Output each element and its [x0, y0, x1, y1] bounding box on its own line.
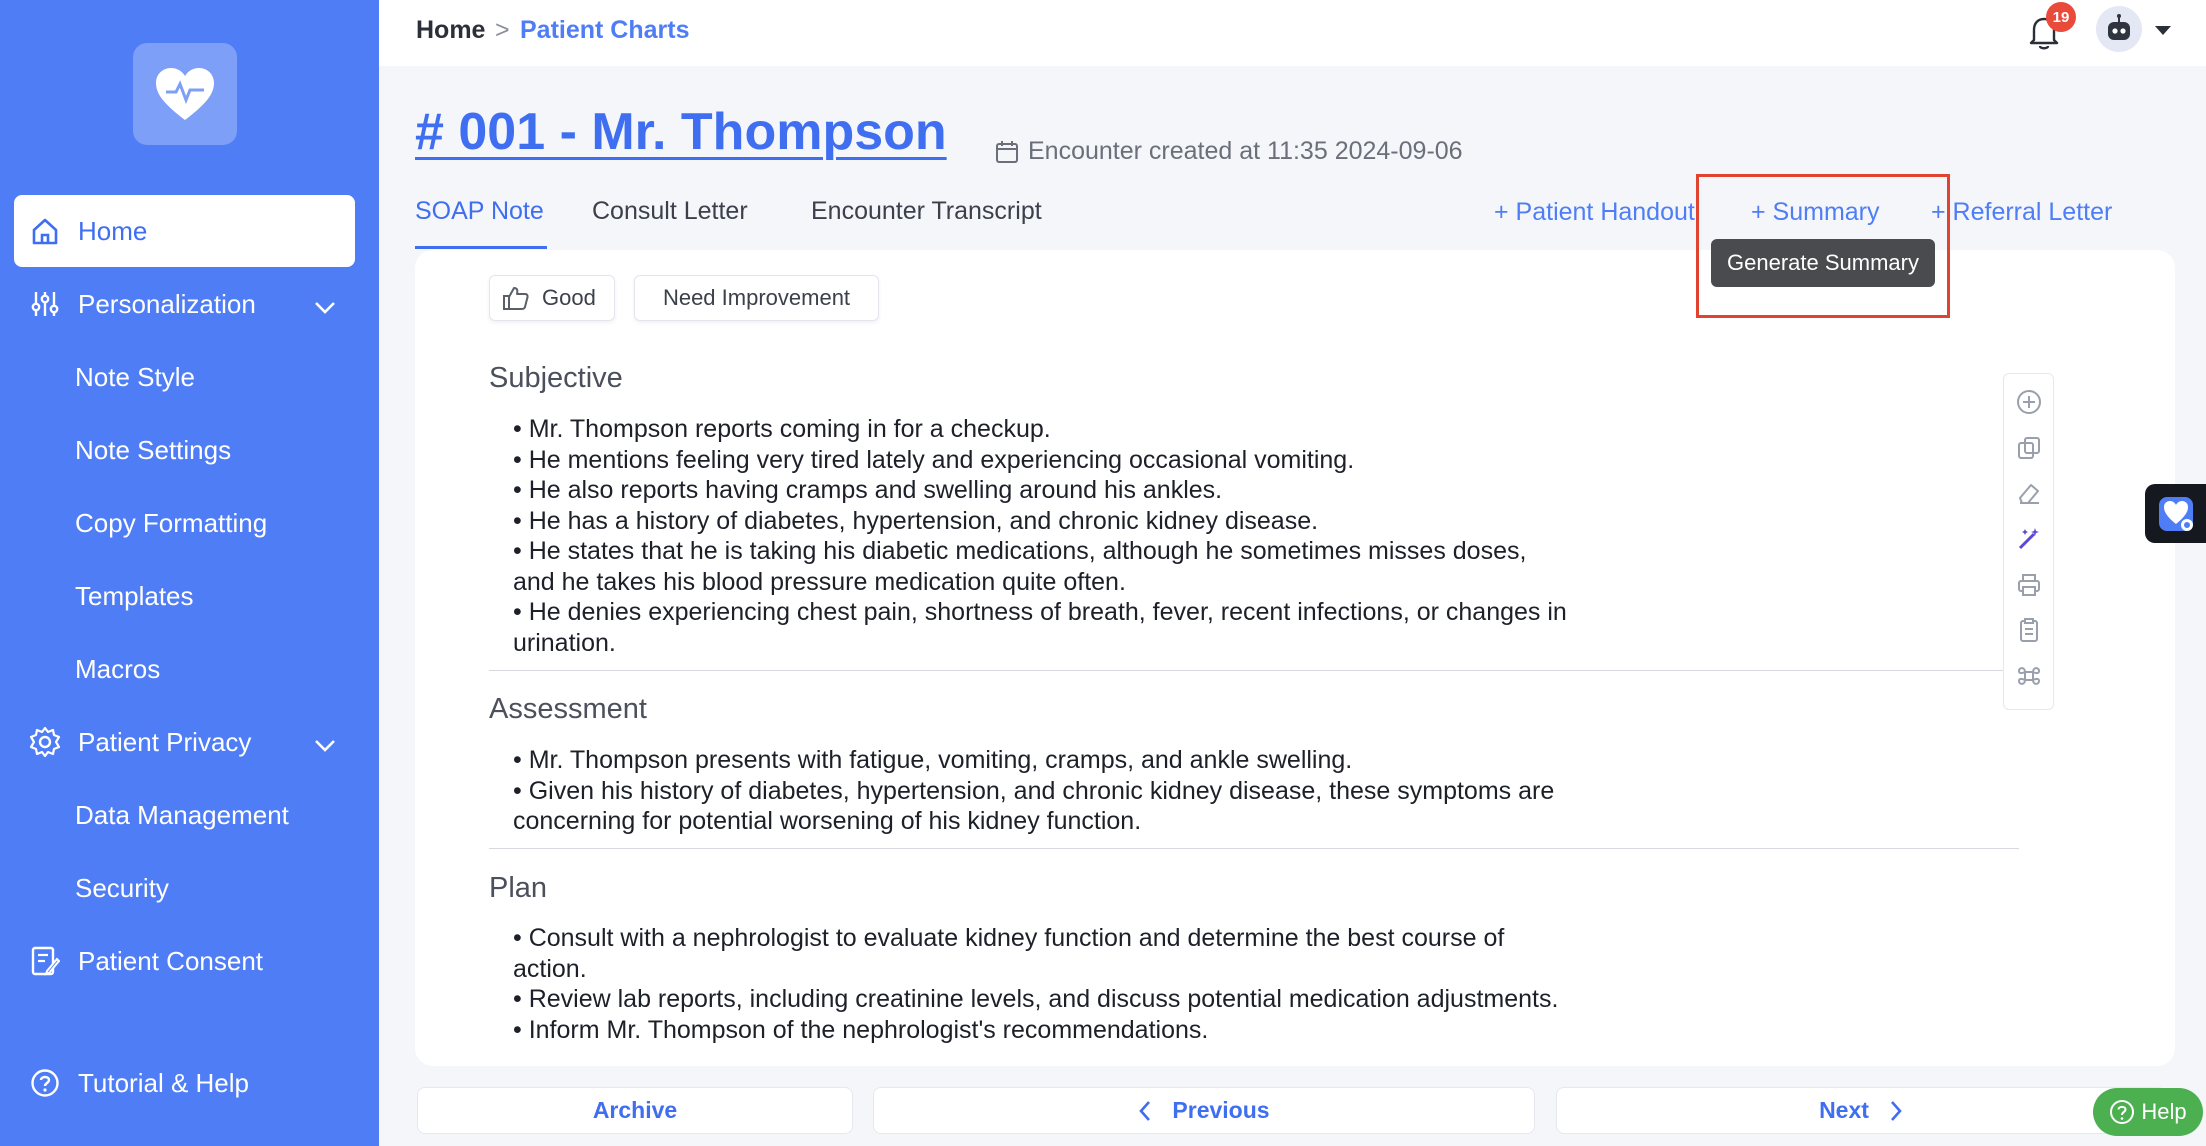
- encounter-created-text: Encounter created at 11:35 2024-09-06: [1028, 137, 1463, 165]
- active-tab-indicator: [415, 246, 547, 249]
- gear-icon: [28, 725, 62, 759]
- sidebar-item-label: Patient Consent: [78, 945, 264, 976]
- sidebar-item-note-style[interactable]: [75, 352, 195, 402]
- note-line: • He also reports having cramps and swelling around his ankles.: [513, 476, 1223, 504]
- tab-encounter-transcript[interactable]: Encounter Transcript: [811, 197, 1042, 225]
- sidebar-item-patient-privacy[interactable]: [14, 706, 355, 778]
- note-line: • He has a history of diabetes, hypertension, and chronic kidney disease.: [513, 506, 1319, 535]
- chevron-down-icon: [313, 730, 337, 761]
- plan-text: [513, 923, 1673, 1045]
- sliders-icon: [28, 287, 62, 321]
- note-line: urination.: [513, 628, 616, 657]
- sidebar-item-security[interactable]: [75, 863, 169, 913]
- chevron-down-icon: [313, 292, 337, 323]
- home-icon: [28, 214, 62, 248]
- need-improvement-label: Need Improvement: [662, 285, 851, 310]
- note-line: and he takes his blood pressure medication quite often.: [513, 567, 1126, 596]
- heart-pulse-icon: [154, 66, 216, 122]
- heart-app-icon: [2157, 495, 2195, 533]
- note-line: • Mr. Thompson reports coming in for a checkup.: [513, 415, 1051, 443]
- need-improvement-button[interactable]: [634, 275, 879, 321]
- document-edit-icon: [28, 944, 62, 978]
- help-circle-icon: [2109, 1099, 2135, 1125]
- note-line: • Consult with a nephrologist to evaluate kidney function and determine the best course of: [513, 924, 1505, 952]
- page-title: # 001 - Mr. Thompson: [415, 103, 947, 161]
- tab-soap-note[interactable]: SOAP Note: [415, 197, 544, 225]
- help-label: Help: [2141, 1099, 2187, 1124]
- next-button[interactable]: [1556, 1087, 2166, 1134]
- thumbs-up-icon: [502, 285, 530, 311]
- note-line: • He mentions feeling very tired lately and experiencing occasional vomiting.: [513, 445, 1355, 474]
- sidebar-item-label: Macros: [75, 653, 161, 684]
- sidebar-item-label: Templates: [75, 580, 194, 611]
- sidebar-item-patient-consent[interactable]: [14, 925, 355, 997]
- subjective-text: [513, 414, 1673, 658]
- note-line: concerning for potential worsening of his kidney function.: [513, 807, 1142, 835]
- sidebar: [0, 0, 379, 1146]
- avatar[interactable]: [2096, 6, 2142, 52]
- calendar-icon: [994, 139, 1020, 165]
- sidebar-item-label: Personalization: [78, 288, 256, 319]
- sidebar-item-macros[interactable]: [75, 644, 160, 694]
- sidebar-item-label: Copy Formatting: [75, 507, 268, 538]
- help-button[interactable]: [2093, 1088, 2203, 1136]
- chevron-right-icon: [1889, 1100, 1903, 1122]
- side-widget-button[interactable]: [2145, 484, 2206, 543]
- sidebar-item-note-settings[interactable]: [75, 425, 231, 475]
- note-line: • He denies experiencing chest pain, shortness of breath, fever, recent infections, or changes in: [513, 598, 1567, 626]
- sidebar-item-tutorial-help[interactable]: [14, 1047, 355, 1119]
- breadcrumb-separator: >: [495, 16, 510, 44]
- notification-badge: 19: [2046, 2, 2076, 32]
- chevron-left-icon: [1138, 1100, 1152, 1122]
- robot-icon: [2102, 12, 2136, 46]
- note-line: • Review lab reports, including creatinine levels, and discuss potential medication adjustments.: [513, 985, 1559, 1013]
- question-circle-icon: [28, 1066, 62, 1100]
- note-line: • Mr. Thompson presents with fatigue, vomiting, cramps, and ankle swelling.: [513, 746, 1353, 774]
- breadcrumb-current[interactable]: Patient Charts: [520, 16, 690, 44]
- archive-button[interactable]: [417, 1087, 853, 1134]
- section-divider: [489, 670, 2003, 671]
- clipboard-icon[interactable]: [2016, 617, 2042, 643]
- sidebar-item-label: Tutorial & Help: [78, 1067, 249, 1098]
- copy-icon[interactable]: [2016, 435, 2042, 461]
- note-line: • Inform Mr. Thompson of the nephrologist's recommendations.: [513, 1015, 1209, 1044]
- sidebar-item-data-management[interactable]: [75, 790, 289, 840]
- sidebar-item-personalization[interactable]: [14, 268, 355, 340]
- note-line: action.: [513, 954, 587, 983]
- eraser-icon[interactable]: [2016, 480, 2042, 506]
- assessment-text: [513, 745, 1673, 837]
- caret-down-icon[interactable]: [2154, 24, 2172, 42]
- section-title-plan: Plan: [489, 872, 548, 904]
- sidebar-item-label: Data Management: [75, 799, 289, 830]
- add-summary-link[interactable]: + Summary: [1751, 198, 1880, 226]
- breadcrumb-home[interactable]: Home: [416, 16, 486, 44]
- print-icon[interactable]: [2016, 572, 2042, 598]
- sidebar-item-label: Home: [78, 215, 148, 246]
- good-feedback-button[interactable]: [489, 275, 615, 321]
- previous-button[interactable]: [873, 1087, 1535, 1134]
- sidebar-item-label: Patient Privacy: [78, 726, 252, 757]
- previous-label: Previous: [1172, 1097, 1270, 1123]
- sidebar-item-templates[interactable]: [75, 571, 194, 621]
- magic-wand-icon[interactable]: [2016, 526, 2042, 552]
- note-tools: [2003, 373, 2054, 710]
- sidebar-item-copy-formatting[interactable]: [75, 498, 267, 548]
- sidebar-item-label: Note Style: [75, 361, 195, 392]
- add-circle-icon[interactable]: [2016, 389, 2042, 415]
- archive-label: Archive: [592, 1097, 678, 1123]
- add-patient-handout-link[interactable]: + Patient Handout: [1494, 198, 1695, 226]
- tab-consult-letter[interactable]: Consult Letter: [592, 197, 748, 225]
- command-icon[interactable]: [2016, 663, 2042, 689]
- app-logo[interactable]: [133, 43, 237, 145]
- top-bar: [379, 0, 2206, 66]
- next-label: Next: [1819, 1097, 1869, 1123]
- section-title-subjective: Subjective: [489, 362, 623, 394]
- generate-summary-tooltip: Generate Summary: [1711, 239, 1935, 287]
- note-line: • He states that he is taking his diabetic medications, although he sometimes misses doses,: [513, 537, 1527, 565]
- sidebar-item-label: Security: [75, 872, 169, 903]
- sidebar-item-label: Note Settings: [75, 434, 232, 465]
- encounter-created: [994, 137, 1463, 166]
- section-title-assessment: Assessment: [489, 693, 647, 725]
- good-label: Good: [542, 285, 596, 310]
- add-referral-letter-link[interactable]: + Referral Letter: [1931, 198, 2113, 226]
- section-divider: [489, 848, 2019, 849]
- sidebar-item-home[interactable]: [14, 195, 355, 267]
- note-line: • Given his history of diabetes, hypertension, and chronic kidney disease, these symptoms are: [513, 776, 1555, 805]
